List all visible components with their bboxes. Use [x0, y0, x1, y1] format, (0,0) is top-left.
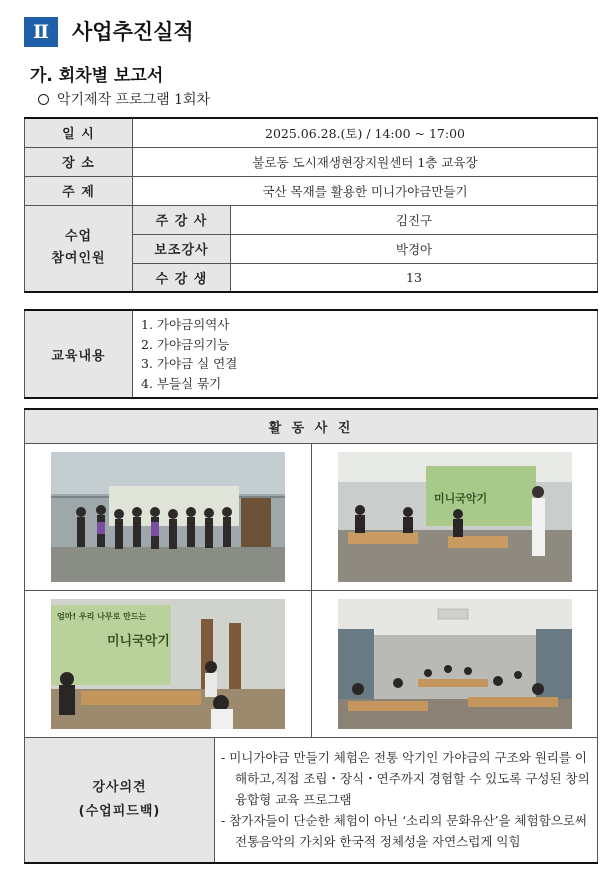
education-item: 2. 가야금의기능	[141, 336, 230, 352]
feedback-content	[215, 737, 598, 863]
banner-text: 미니국악기	[107, 633, 170, 649]
report-subtitle: 가. 회차별 보고서	[30, 66, 164, 86]
participants-label-line1: 수업	[64, 229, 93, 245]
feedback-label	[25, 737, 215, 863]
demo-photo-image	[51, 599, 285, 729]
photos-table	[24, 408, 598, 864]
participants-label	[25, 205, 133, 292]
date-value: 2025.06.28.(토) / 14:00 ~ 17:00	[133, 118, 598, 147]
section-number-badge: Ⅱ	[24, 17, 58, 47]
photo-cell-3	[25, 590, 312, 737]
feedback-item: - 미니가야금 만들기 체험은 전통 악기인 가야금의 구조와 원리를 이해하고,직접 조립・장식・연주까지 경험할 수 있도록 구성된 창의융합형 교육 프로그램	[221, 750, 590, 808]
students-value: 13	[231, 263, 598, 292]
assistant-label: 보조강사	[133, 234, 231, 263]
feedback-item: - 참가자들이 단순한 체험이 아닌 ‘소리의 문화유산’을 체험함으로써 전통음악의 가치와 한국적 정체성을 자연스럽게 익힘	[221, 813, 588, 850]
program-name: 악기제작 프로그램 1회차	[57, 92, 211, 108]
program-line	[38, 89, 210, 109]
circle-bullet-icon	[38, 94, 49, 105]
photo-cell-1	[25, 443, 312, 590]
education-item: 3. 가야금 실 연결	[141, 356, 238, 371]
place-label: 장 소	[25, 147, 133, 176]
date-label: 일 시	[25, 118, 133, 147]
education-item: 4. 부들실 묶기	[141, 375, 222, 391]
photos-header: 활 동 사 진	[25, 409, 598, 443]
education-content	[133, 310, 598, 398]
assistant-value: 박경아	[231, 234, 598, 263]
section-title: 사업추진실적	[72, 20, 194, 44]
topic-value: 국산 목재를 활용한 미니가야금만들기	[133, 176, 598, 205]
instructor-value: 김진구	[231, 205, 598, 234]
place-value: 불로동 도시재생현장지원센터 1층 교육장	[133, 147, 598, 176]
participants-label-line2: 참여인원	[51, 251, 106, 267]
feedback-label-line1: 강사의견	[92, 779, 147, 795]
banner-text: 미니국악기	[433, 491, 487, 505]
photo-cell-2	[312, 443, 598, 590]
education-table	[24, 309, 598, 399]
photo-cell-4	[312, 590, 598, 737]
instructor-label: 주 강 사	[133, 205, 231, 234]
classroom-photo-image	[338, 452, 572, 582]
topic-label: 주 제	[25, 176, 133, 205]
info-table	[24, 117, 598, 293]
students-label: 수 강 생	[133, 263, 231, 292]
banner-subtext: 엄마! 우리 나무로 만드는	[57, 611, 147, 621]
workshop-photo-image	[338, 599, 572, 729]
feedback-label-line2: (수업피드백)	[78, 803, 161, 819]
education-label: 교육내용	[25, 310, 133, 398]
education-item: 1. 가야금의역사	[141, 317, 230, 332]
group-photo-image	[51, 452, 285, 582]
